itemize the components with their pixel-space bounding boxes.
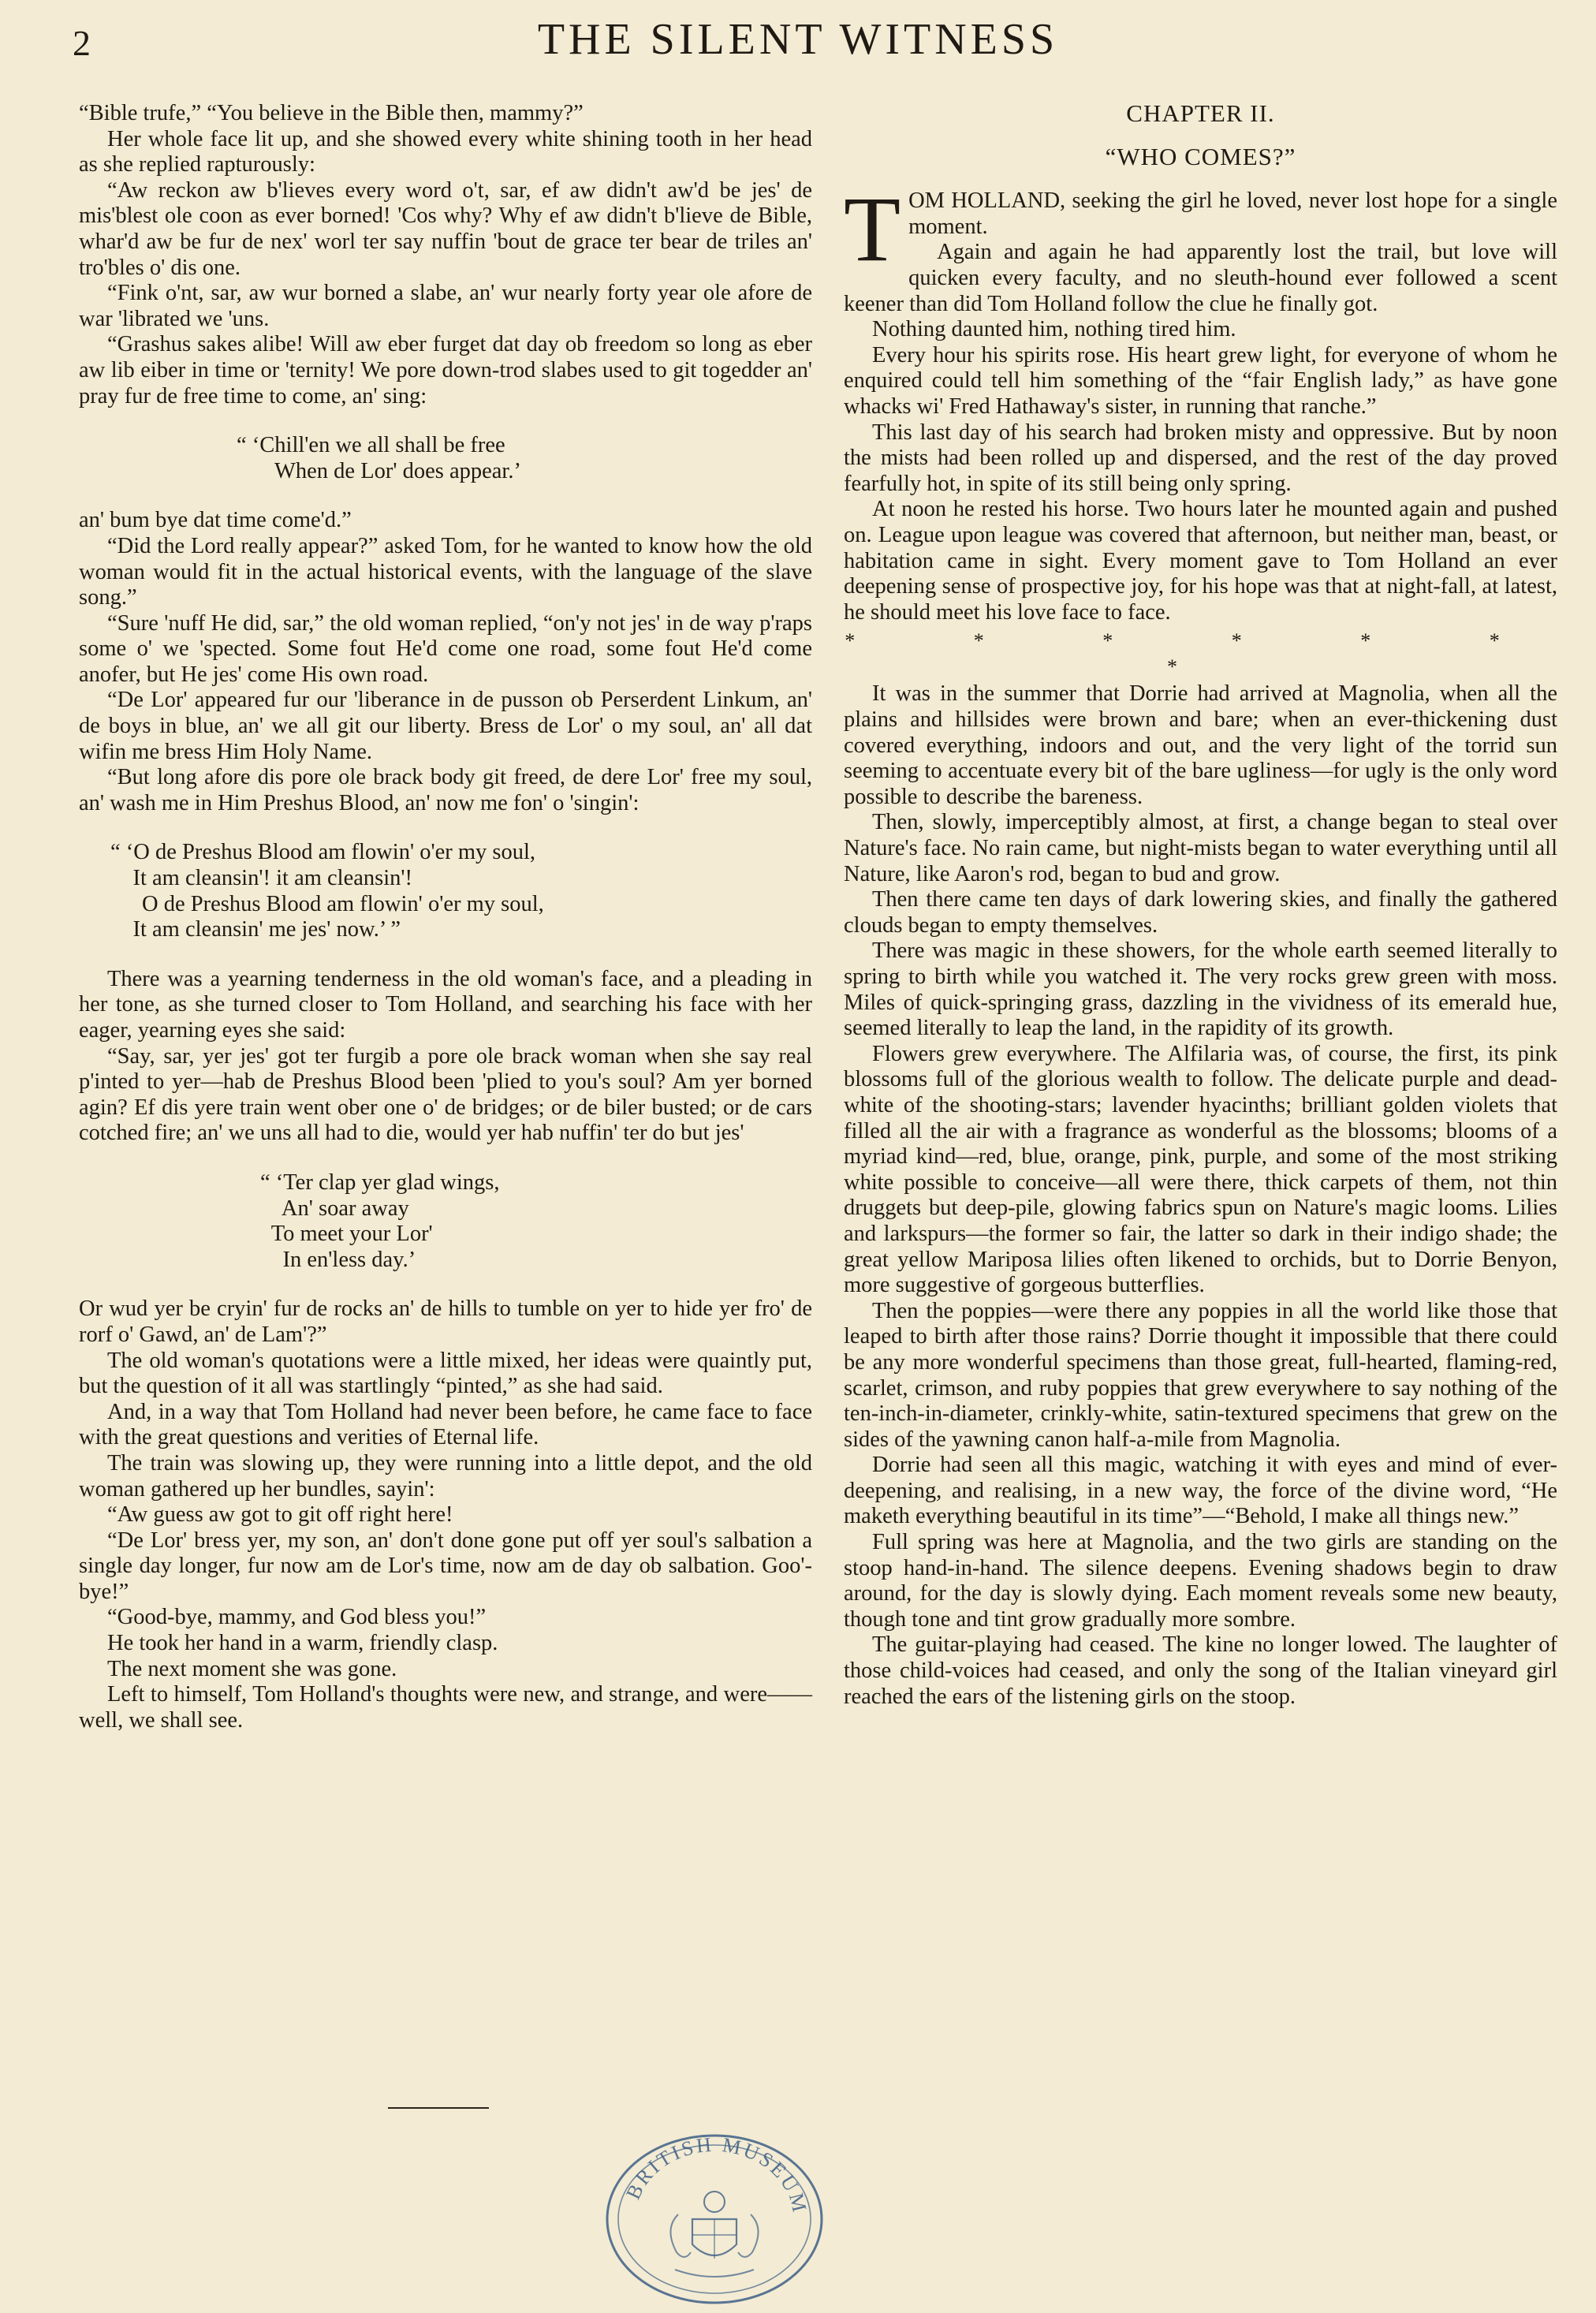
page-header <box>0 8 1596 63</box>
paragraph: “Aw reckon aw b'lieves every word o't, sar, ef aw didn't aw'd be jes' de mis'blest ole coon as ever borned! 'Cos why? Why ef aw didn't b'lieve de Bible, whar'd aw be fur de nex' worl ter say nuffin 'bout de grace ter bear de triles an' tro'bles o' dis one. <box>79 177 812 280</box>
chapter-label: CHAPTER II. <box>1126 99 1275 127</box>
end-of-article-rule <box>388 2107 489 2109</box>
paragraph: This last day of his search had broken misty and oppressive. But by noon the mists had been rolled up and dispersed, and the rest of the day proved fearfully hot, in spite of its still being only spring. <box>844 420 1557 496</box>
paragraph: The next moment she was gone. <box>107 1656 397 1681</box>
paragraph: The train was slowing up, they were running into a little depot, and the old woman gathered up her bundles, sayin': <box>79 1450 812 1502</box>
paragraph: Her whole face lit up, and she showed every white shining tooth in her head as she replied rapturously: <box>79 126 812 177</box>
paragraph: “Grashus sakes alibe! Will aw eber furget dat day ob freedom so long as eber aw lib eiber in time or 'ternity! We pore down-trod slabes used to git togedder an' pray fur de free time to come, an' sing: <box>79 332 812 409</box>
paragraph: Nothing daunted him, nothing tired him. <box>872 317 1236 342</box>
paragraph: “But long afore dis pore ole brack body git freed, de dere Lor' free my soul, an' wash me in Him Preshus Blood, an' now me fon' o 'singin': <box>79 765 812 815</box>
chapter-title: “WHO COMES?” <box>1105 142 1296 170</box>
drop-cap: T <box>844 177 901 282</box>
verse-line: It am cleansin'! it am cleansin'! <box>110 866 413 891</box>
verse-block <box>79 840 812 942</box>
paragraph: “De Lor' bress yer, my son, an' don't done gone put off yer soul's salbation a single day longer, fur now am de Lor's time, now am de day ob salbation. Goo'-bye!” <box>79 1528 812 1604</box>
verse-line: In en'less day.’ <box>260 1247 416 1272</box>
paragraph: Then, slowly, imperceptibly almost, at first, a change began to steal over Nature's face. No rain came, but night-mists began to water everything until all Nature, like Aaron's rod, began to bud and grow. <box>844 810 1557 886</box>
running-title: THE SILENT WITNESS <box>537 15 1059 64</box>
verse-line: “ ‘Chill'en we all shall be free <box>237 433 505 458</box>
verse-block <box>79 1170 812 1273</box>
paragraph: He took her hand in a warm, friendly clasp. <box>107 1631 498 1656</box>
page-number: 2 <box>73 23 91 63</box>
section-break-stars: * * * * * * * <box>845 629 1557 678</box>
paragraph: Flowers grew everywhere. The Alfilaria was, of course, the first, its pink blossoms full of the glorious wealth to follow. The delicate purple and dead-white of the shooting-stars; lavender hyacinths; brilliant golden violets that filled all the air with a fragrance as wonderful as the blossoms; blooms of a myriad kind—red, blue, orange, pink, purple, and some of the most striking white possible to conceive—all were there, thick carpets of them, not thin druggets but deep-pile, glowing fabrics spun on Nature's magic looms. Lilies and larkspurs—the former so fair, the latter so dark in their indigo shade; the great yellow Mariposa lilies often likened to orchids, but to Dorrie Benyon, more suggestive of gorgeous butterflies. <box>844 1041 1557 1298</box>
paragraph: “Aw guess aw got to git off right here! <box>107 1502 453 1528</box>
verse-line: “ ‘O de Preshus Blood am flowin' o'er my soul, <box>110 840 536 865</box>
verse-line: “ ‘Ter clap yer glad wings, <box>260 1170 500 1195</box>
verse-line: When de Lor' does appear.’ <box>274 458 521 483</box>
paragraph: Every hour his spirits rose. His heart grew light, for everyone of whom he enquired could tell him something of the “fair English lady,” as have gone whacks wi' Fred Hathaway's sister, in running that ranche.” <box>844 342 1557 419</box>
paragraph: Full spring was here at Magnolia, and the two girls are standing on the stoop hand-in-hand. The silence deepens. Evening shadows begin to draw around, for the day is slowly dying. Each moment reveals some new beauty, though tone and tint grow gradually more sombre. <box>844 1530 1557 1632</box>
paragraph: And, in a way that Tom Holland had never been before, he came face to face with the great questions and verities of Eternal life. <box>79 1399 812 1450</box>
paragraph: “Fink o'nt, sar, aw wur borned a slabe, an' wur nearly forty year ole afore de war 'librated we 'uns. <box>79 281 812 331</box>
verse-line: O de Preshus Blood am flowin' o'er my soul, <box>142 891 544 916</box>
stamp-text: BRITISH MUSEUM <box>621 2132 812 2217</box>
left-column <box>79 101 812 1733</box>
paragraph: “Say, sar, yer jes' got ter furgib a pore ole brack woman when she say real p'inted to yer—hab de Preshus Blood been 'plied to you's soul? Am yer borned agin? Ef dis yere train went ober one o' de bridges; or de biler busted; or de cars cotched fire; an' we uns all had to die, would yer hab nuffin' ter do but jes' <box>79 1043 812 1146</box>
paragraph: Again and again he had apparently lost the trail, but love will quicken every faculty, and no sleuth-hound ever followed a scent keener than did Tom Holland follow the clue he finally got. <box>844 240 1557 316</box>
paragraph: It was in the summer that Dorrie had arrived at Magnolia, when all the plains and hillsides were brown and bare; when an ever-thickening dust covered everything, indoors and out, and the very light of the torrid sun seeming to accentuate every bit of the bare ugliness—for ugly is the only word possible to describe the bareness. <box>844 681 1557 809</box>
right-column <box>844 101 1557 1710</box>
paragraph: The guitar-playing had ceased. The kine no longer lowed. The laughter of those child-voices had ceased, and only the song of the Italian vineyard girl reached the ears of the listening girls on the stoop. <box>844 1632 1557 1709</box>
paragraph: Left to himself, Tom Holland's thoughts were new, and strange, and were——well, we shall see. <box>79 1682 812 1733</box>
paragraph: “Sure 'nuff He did, sar,” the old woman replied, “on'y not jes' in de way p'raps some o' we 'spected. Some fout He'd come one road, some fout He'd come anofer, but He jes' come His own road. <box>79 610 812 687</box>
verse-line: It am cleansin' me jes' now.’ ” <box>110 917 401 942</box>
paragraph: The old woman's quotations were a little mixed, her ideas were quaintly put, but the question of it all was startlingly “pinted,” as she had said. <box>79 1348 812 1399</box>
paragraph: Dorrie had seen all this magic, watching it with eyes and mind of ever-deepening, and realising, in a new way, the force of the divine word, “He maketh everything beautiful in its time”—“Behold, I make all things new.” <box>844 1453 1557 1529</box>
paragraph: “Did the Lord really appear?” asked Tom, for he wanted to know how the old woman would fit in the actual historical events, with the language of the slave song.” <box>79 533 812 610</box>
museum-stamp-icon <box>599 2126 830 2307</box>
verse-line: An' soar away <box>260 1196 409 1221</box>
paragraph: Or wud yer be cryin' fur de rocks an' de hills to tumble on yer to hide yer fro' de rorf o' Gawd, an' de Lam'?” <box>79 1296 812 1347</box>
paragraph: There was a yearning tenderness in the old woman's face, and a pleading in her tone, as she turned closer to Tom Holland, and searching his face with her eager, yearning eyes she said: <box>79 966 812 1043</box>
paragraph: At noon he rested his horse. Two hours later he mounted again and pushed on. League upon league was covered that afternoon, but neither man, beast, or habitation came in sight. Every moment gave to Tom Holland an ever deepening sense of prospective joy, for his hope was that at night-fall, at latest, he should meet his love face to face. <box>844 497 1557 625</box>
paragraph: There was magic in these showers, for the whole earth seemed literally to spring to birth while you watched it. The very rocks grew green with moss. Miles of quick-springing grass, dazzling in the vividness of its emerald hue, seemed literally to leap the land, in the rapidity of its growth. <box>844 938 1557 1041</box>
verse-block <box>79 433 812 484</box>
paragraph: an' bum bye dat time come'd.” <box>79 508 352 533</box>
paragraph: Then there came ten days of dark lowering skies, and finally the gathered clouds began to empty themselves. <box>844 887 1557 938</box>
paragraph: “Bible trufe,” “You believe in the Bible then, mammy?” <box>79 101 584 125</box>
paragraph: Then the poppies—were there any poppies in all the world like those that leaped to birth after those rains? Dorrie thought it impossible that there could be any more wonderful specimens than those great, full-hearted, flaming-red, scarlet, crimson, and ruby poppies that grew everywhere to say nothing of the ten-inch-in-diameter, crinkly-white, satin-textured specimens that grew on the sides of the yawning canon half-a-mile from Magnolia. <box>844 1298 1557 1452</box>
paragraph: “Good-bye, mammy, and God bless you!” <box>107 1605 487 1630</box>
svg-text:BRITISH MUSEUM <box>621 2133 811 2217</box>
paragraph-text: OM HOLLAND, seeking the girl he loved, never lost hope for a single moment. <box>908 188 1557 239</box>
verse-line: To meet your Lor' <box>260 1222 433 1247</box>
paragraph: “De Lor' appeared fur our 'liberance in de pusson ob Perserdent Linkum, an' de boys in blue, an' we all git our liberty. Bress de Lor' o my soul, an' all dat wifin me bress Him Holy Name. <box>79 688 812 764</box>
